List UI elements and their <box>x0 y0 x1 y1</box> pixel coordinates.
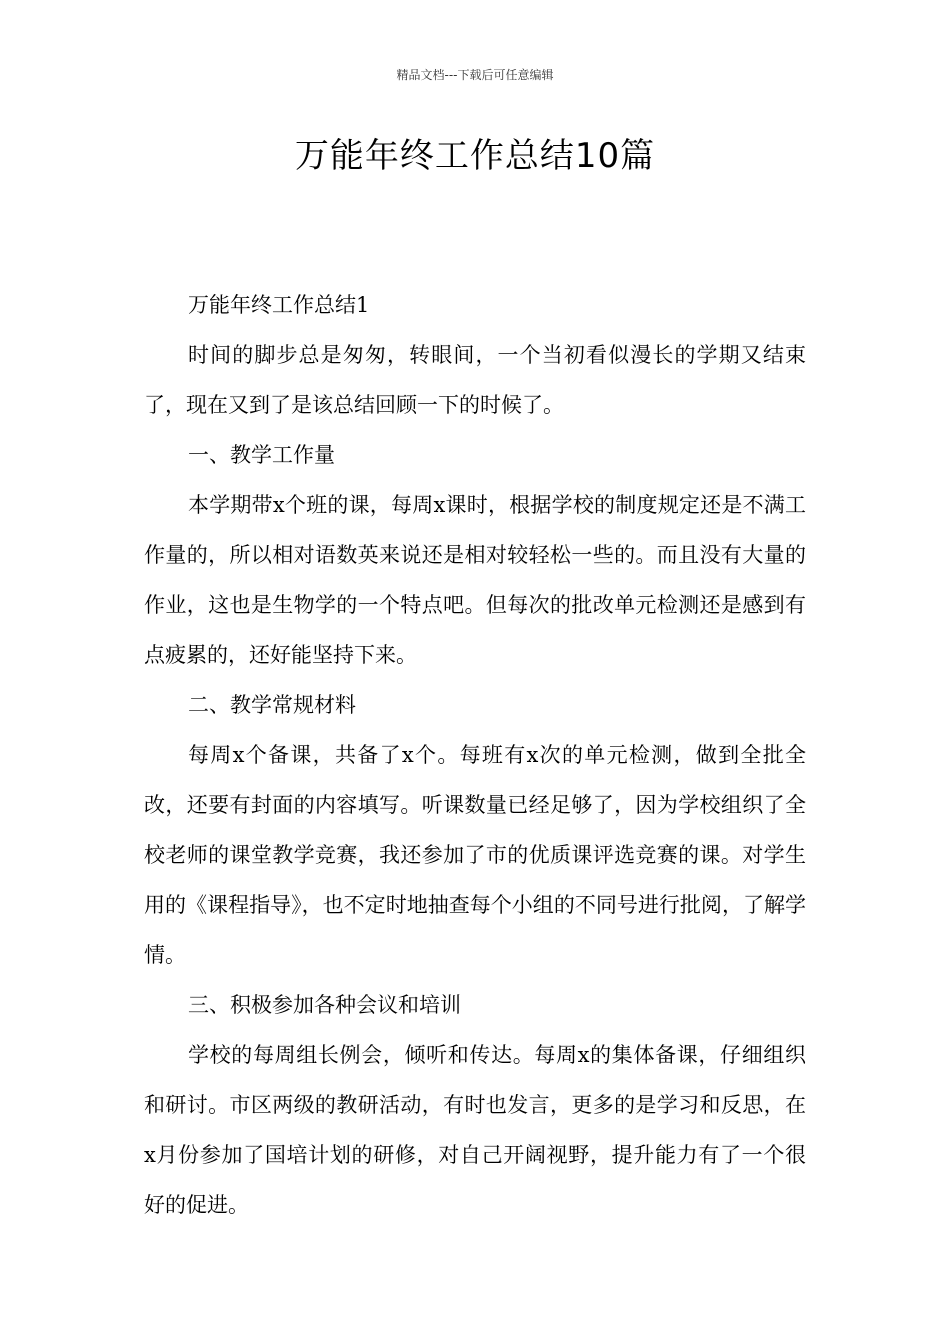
section-heading: 二、教学常规材料 <box>188 693 356 717</box>
paragraph: 每周x个备课，共备了x个。每班有x次的单元检测，做到全批全改，还要有封面的内容填写。听课数量已经足够了，因为学校组织了全校老师的课堂教学竞赛，我还参加了市的优质课评选竞赛的课。对学生用的《课程指导》，也不定时地抽查每个小组的不同号进行批阅，了解学情。 <box>144 743 806 967</box>
document-body <box>144 280 806 1230</box>
paragraph: 本学期带x个班的课，每周x课时，根据学校的制度规定还是不满工作量的，所以相对语数英来说还是相对较轻松一些的。而且没有大量的作业，这也是生物学的一个特点吧。但每次的批改单元检测还是感到有点疲累的，还好能坚持下来。 <box>144 493 806 667</box>
paragraph: 学校的每周组长例会，倾听和传达。每周x的集体备课，仔细组织和研讨。市区两级的教研活动，有时也发言，更多的是学习和反思，在x月份参加了国培计划的研修，对自己开阔视野，提升能力有了一个很好的促进。 <box>144 1043 806 1217</box>
paragraph: 时间的脚步总是匆匆，转眼间，一个当初看似漫长的学期又结束了，现在又到了是该总结回顾一下的时候了。 <box>144 343 806 417</box>
section-heading: 万能年终工作总结1 <box>188 293 370 317</box>
header-note: 精品文档---下载后可任意编辑 <box>396 68 554 82</box>
section-heading: 一、教学工作量 <box>188 443 335 467</box>
section-heading: 三、积极参加各种会议和培训 <box>188 993 461 1017</box>
document-title: 万能年终工作总结10篇 <box>294 136 656 176</box>
